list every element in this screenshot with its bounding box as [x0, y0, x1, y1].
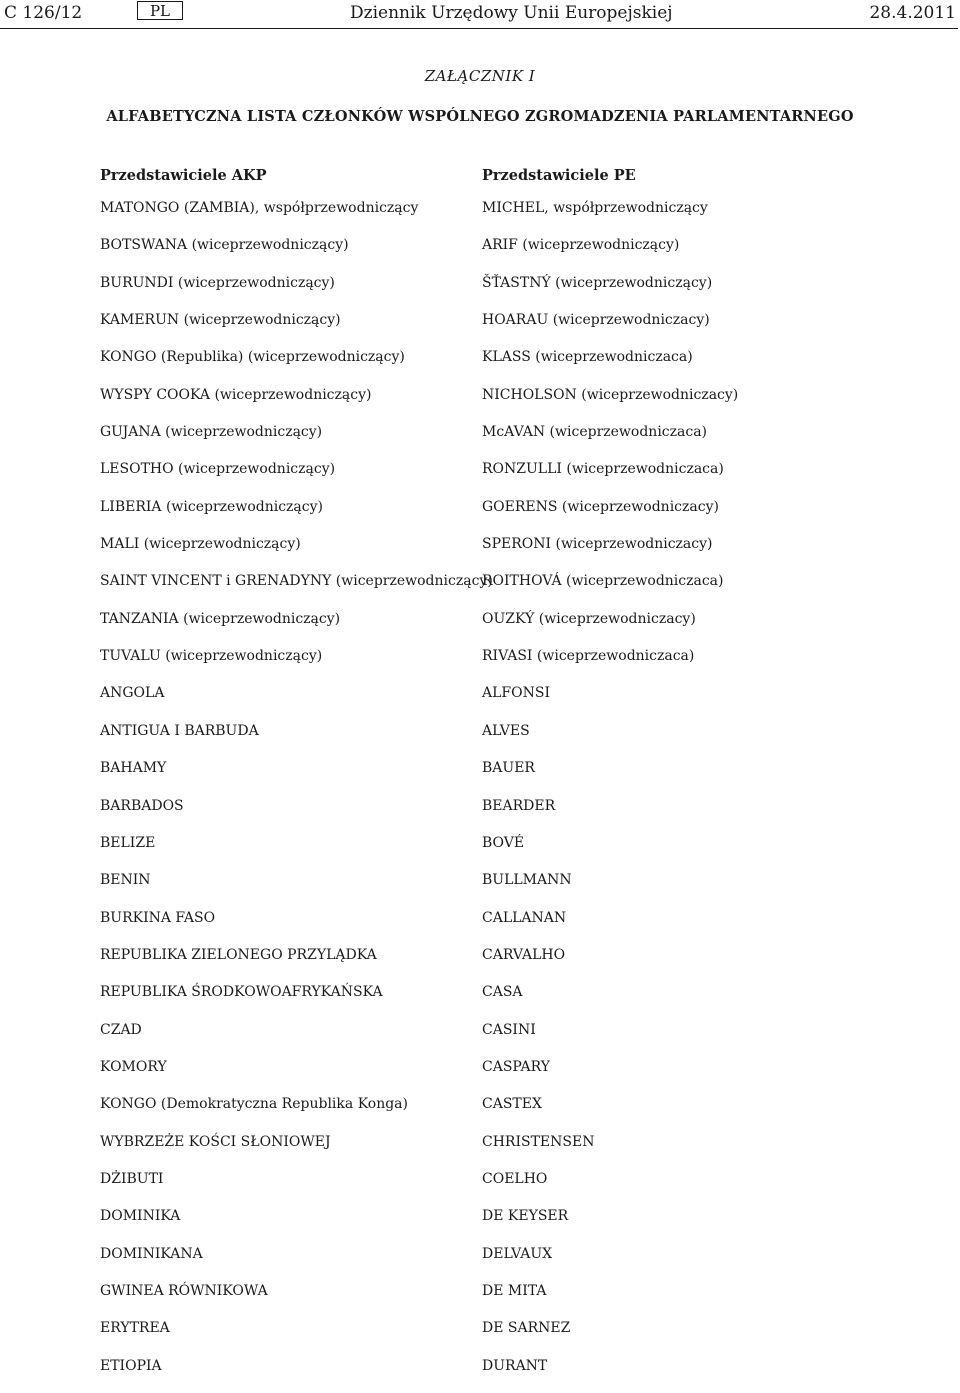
- acp-member-item: KOMORY: [100, 1058, 167, 1075]
- ep-member-item: BAUER: [482, 760, 535, 777]
- acp-member-item: ANTIGUA I BARBUDA: [100, 722, 259, 739]
- acp-member-item: BURUNDI (wiceprzewodniczący): [100, 274, 335, 291]
- annex-label: ZAŁĄCZNIK I: [424, 67, 536, 85]
- acp-member-item: ETIOPIA: [100, 1357, 162, 1374]
- acp-member-item: KONGO (Republika) (wiceprzewodniczący): [100, 349, 405, 366]
- acp-member-item: BENIN: [100, 872, 151, 889]
- ep-column: [482, 166, 862, 1393]
- acp-member-item: BOTSWANA (wiceprzewodniczący): [100, 237, 349, 254]
- publication-date: 28.4.2011: [869, 3, 956, 23]
- acp-member-item: KONGO (Demokratyczna Republika Konga): [100, 1096, 408, 1113]
- ep-member-item: RIVASI (wiceprzewodniczaca): [482, 648, 695, 665]
- acp-member-item: DOMINIKANA: [100, 1245, 203, 1262]
- ep-member-item: MICHEL, współprzewodniczący: [482, 200, 708, 216]
- acp-member-list: [100, 198, 493, 1393]
- ep-member-item: CALLANAN: [482, 909, 567, 926]
- ep-member-item: DURANT: [482, 1357, 548, 1374]
- ep-member-item: GOERENS (wiceprzewodniczacy): [482, 498, 719, 515]
- document-title: ALFABETYCZNA LISTA CZŁONKÓW WSPÓLNEGO ZGROMADZENIA PARLAMENTARNEGO: [106, 108, 854, 125]
- acp-member-item: WYSPY COOKA (wiceprzewodniczący): [100, 386, 372, 403]
- acp-member-item: GWINEA RÓWNIKOWA: [100, 1282, 268, 1299]
- acp-member-item: KAMERUN (wiceprzewodniczący): [100, 312, 341, 329]
- ep-member-item: CASTEX: [482, 1096, 542, 1113]
- ep-member-item: CASINI: [482, 1021, 536, 1038]
- ep-member-item: CARVALHO: [482, 946, 566, 963]
- ep-member-item: DE SARNEZ: [482, 1320, 571, 1337]
- ep-member-item: HOARAU (wiceprzewodniczacy): [482, 312, 710, 329]
- acp-member-item: GUJANA (wiceprzewodniczący): [100, 424, 323, 441]
- ep-member-list: [482, 198, 862, 1393]
- ep-member-item: DELVAUX: [482, 1245, 553, 1262]
- acp-column: [100, 166, 493, 1393]
- header-divider: [0, 28, 958, 29]
- ep-member-item: DE KEYSER: [482, 1208, 569, 1225]
- ep-member-item: SPERONI (wiceprzewodniczacy): [482, 536, 713, 553]
- ep-member-item: DE MITA: [482, 1282, 547, 1299]
- acp-member-item: REPUBLIKA ŚRODKOWOAFRYKAŃSKA: [100, 984, 383, 1001]
- acp-member-item: CZAD: [100, 1021, 142, 1038]
- acp-member-item: REPUBLIKA ZIELONEGO PRZYLĄDKA: [100, 946, 377, 963]
- acp-member-item: ANGOLA: [100, 685, 165, 702]
- acp-heading: Przedstawiciele AKP: [100, 167, 267, 184]
- ep-member-item: BULLMANN: [482, 872, 572, 889]
- ep-member-item: OUZKÝ (wiceprzewodniczacy): [482, 610, 696, 627]
- acp-member-item: WYBRZEŻE KOŚCI SŁONIOWEJ: [100, 1133, 331, 1150]
- ep-member-item: ALVES: [482, 722, 530, 739]
- acp-member-item: TANZANIA (wiceprzewodniczący): [100, 610, 341, 627]
- ep-member-item: ŠŤASTNÝ (wiceprzewodniczący): [482, 274, 713, 291]
- ep-member-item: ALFONSI: [482, 685, 550, 702]
- ep-member-item: ROITHOVÁ (wiceprzewodniczaca): [482, 573, 724, 590]
- ep-member-item: CHRISTENSEN: [482, 1133, 595, 1150]
- issue-number: C 126/12: [4, 3, 83, 23]
- ep-member-item: McAVAN (wiceprzewodniczaca): [482, 424, 708, 441]
- acp-member-item: SAINT VINCENT i GRENADYNY (wiceprzewodniczący): [100, 573, 493, 590]
- acp-member-item: TUVALU (wiceprzewodniczący): [100, 648, 323, 665]
- acp-member-item: BELIZE: [100, 834, 156, 851]
- ep-member-item: ARIF (wiceprzewodniczący): [482, 237, 680, 254]
- ep-member-item: BEARDER: [482, 797, 556, 814]
- language-badge: PL: [137, 1, 183, 20]
- ep-member-item: CASA: [482, 984, 523, 1001]
- ep-member-item: CASPARY: [482, 1058, 551, 1075]
- ep-heading: Przedstawiciele PE: [482, 167, 636, 184]
- acp-member-item: MATONGO (ZAMBIA), współprzewodniczący: [100, 200, 419, 216]
- journal-title: Dziennik Urzędowy Unii Europejskiej: [350, 3, 673, 23]
- acp-member-item: BURKINA FASO: [100, 909, 216, 926]
- acp-member-item: ERYTREA: [100, 1320, 170, 1337]
- ep-member-item: KLASS (wiceprzewodniczaca): [482, 349, 693, 366]
- acp-member-item: DOMINIKA: [100, 1208, 181, 1225]
- ep-member-item: RONZULLI (wiceprzewodniczaca): [482, 461, 724, 478]
- acp-member-item: LESOTHO (wiceprzewodniczący): [100, 461, 336, 478]
- acp-member-item: BAHAMY: [100, 760, 167, 777]
- acp-member-item: DŻIBUTI: [100, 1170, 164, 1187]
- ep-member-item: NICHOLSON (wiceprzewodniczacy): [482, 386, 739, 403]
- acp-member-item: LIBERIA (wiceprzewodniczący): [100, 498, 323, 515]
- page-header: [0, 0, 960, 30]
- ep-member-item: BOVÉ: [482, 834, 525, 851]
- ep-member-item: COELHO: [482, 1170, 548, 1187]
- acp-member-item: BARBADOS: [100, 797, 184, 814]
- acp-member-item: MALI (wiceprzewodniczący): [100, 536, 301, 553]
